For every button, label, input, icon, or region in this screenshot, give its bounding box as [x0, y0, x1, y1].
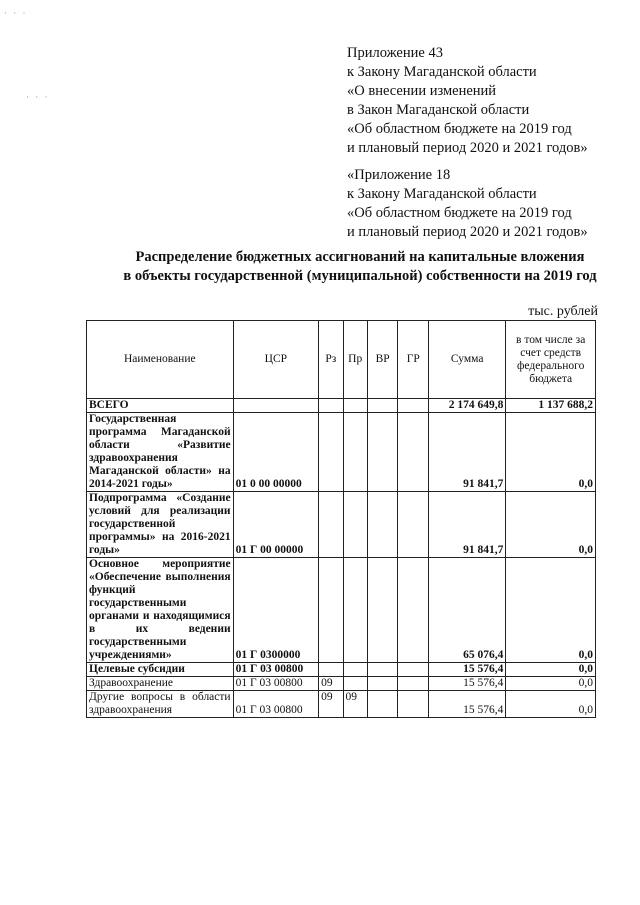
cell-rz [319, 413, 343, 492]
cell-pr [343, 677, 367, 691]
cell-csr: 01 Г 03 00800 [233, 691, 319, 718]
units-label: тыс. рублей [528, 304, 598, 319]
cell-pr: 09 [343, 691, 367, 718]
appendix-line: «Об областном бюджете на 2019 год [347, 121, 572, 137]
cell-rz [319, 663, 343, 677]
cell-name: Государственная программа Магаданской области «Развитие здравоохранения Магаданской области» на 2014-2021 годы» [87, 413, 234, 492]
document-title [60, 248, 640, 286]
cell-name: Другие вопросы в области здравоохранения [87, 691, 234, 718]
cell-gr [398, 399, 429, 413]
appendix-line: «Приложение 18 [347, 167, 451, 183]
header-name: Наименование [87, 321, 234, 399]
appendix-line: «О внесении изменений [347, 83, 497, 99]
cell-sum: 15 576,4 [428, 663, 505, 677]
cell-federal: 0,0 [506, 492, 596, 558]
cell-rz: 09 [319, 691, 343, 718]
cell-csr: 01 Г 03 00800 [233, 663, 319, 677]
table-row [87, 677, 596, 691]
cell-csr: 01 Г 0300000 [233, 558, 319, 663]
appendix-line: и плановый период 2020 и 2021 годов» [347, 224, 588, 240]
cell-sum: 65 076,4 [428, 558, 505, 663]
cell-federal: 0,0 [506, 413, 596, 492]
cell-rz: 09 [319, 677, 343, 691]
header-vr: ВР [367, 321, 398, 399]
header-pr: Пр [343, 321, 367, 399]
cell-vr [367, 413, 398, 492]
table-row [87, 399, 596, 413]
cell-rz [319, 399, 343, 413]
cell-vr [367, 399, 398, 413]
cell-federal: 0,0 [506, 558, 596, 663]
appendix-43-block [347, 44, 588, 158]
header-gr: ГР [398, 321, 429, 399]
cell-csr: 01 Г 00 00000 [233, 492, 319, 558]
cell-gr [398, 677, 429, 691]
appendix-18-block [347, 166, 588, 242]
header-sum: Сумма [428, 321, 505, 399]
table-row [87, 558, 596, 663]
cell-federal: 1 137 688,2 [506, 399, 596, 413]
appendix-line: «Об областном бюджете на 2019 год [347, 205, 572, 221]
cell-vr [367, 663, 398, 677]
cell-federal: 0,0 [506, 677, 596, 691]
header-csr: ЦСР [233, 321, 319, 399]
cell-pr [343, 413, 367, 492]
cell-csr: 01 Г 03 00800 [233, 677, 319, 691]
cell-gr [398, 492, 429, 558]
cell-name: Целевые субсидии [87, 663, 234, 677]
title-line-2: в объекты государственной (муниципальной) собственности на 2019 год [123, 268, 597, 284]
cell-gr [398, 413, 429, 492]
cell-vr [367, 492, 398, 558]
cell-sum: 91 841,7 [428, 413, 505, 492]
cell-gr [398, 663, 429, 677]
header-rz: Рз [319, 321, 343, 399]
cell-vr [367, 691, 398, 718]
cell-federal: 0,0 [506, 663, 596, 677]
title-line-1: Распределение бюджетных ассигнований на капитальные вложения [135, 249, 585, 265]
cell-csr [233, 399, 319, 413]
scan-margin-mark: · · · [4, 8, 28, 18]
cell-sum: 15 576,4 [428, 677, 505, 691]
cell-pr [343, 558, 367, 663]
cell-pr [343, 399, 367, 413]
table-header-row [87, 321, 596, 399]
appendix-line: к Закону Магаданской области [347, 64, 537, 80]
cell-sum: 91 841,7 [428, 492, 505, 558]
cell-federal: 0,0 [506, 691, 596, 718]
cell-vr [367, 558, 398, 663]
appendix-line: Приложение 43 [347, 45, 443, 61]
cell-sum: 2 174 649,8 [428, 399, 505, 413]
cell-pr [343, 492, 367, 558]
table-row [87, 492, 596, 558]
appendix-line: и плановый период 2020 и 2021 годов» [347, 140, 588, 156]
cell-rz [319, 558, 343, 663]
appendix-line: в Закон Магаданской области [347, 102, 530, 118]
scan-margin-mark: · · · [26, 92, 50, 102]
budget-table [86, 320, 596, 718]
cell-sum: 15 576,4 [428, 691, 505, 718]
table-row [87, 413, 596, 492]
cell-vr [367, 677, 398, 691]
cell-name: Подпрограмма «Создание условий для реализации государственной программы» на 2016-2021 годы» [87, 492, 234, 558]
cell-gr [398, 558, 429, 663]
cell-name: Здравоохранение [87, 677, 234, 691]
cell-name: Основное мероприятие «Обеспечение выполнения функций государственными органами и находящимися в их ведении государственными учреждениями» [87, 558, 234, 663]
cell-csr: 01 0 00 00000 [233, 413, 319, 492]
cell-name: ВСЕГО [87, 399, 234, 413]
table-row [87, 691, 596, 718]
header-federal: в том числе за счет средств федерального бюджета [506, 321, 596, 399]
table-row [87, 663, 596, 677]
cell-pr [343, 663, 367, 677]
cell-gr [398, 691, 429, 718]
cell-rz [319, 492, 343, 558]
appendix-line: к Закону Магаданской области [347, 186, 537, 202]
